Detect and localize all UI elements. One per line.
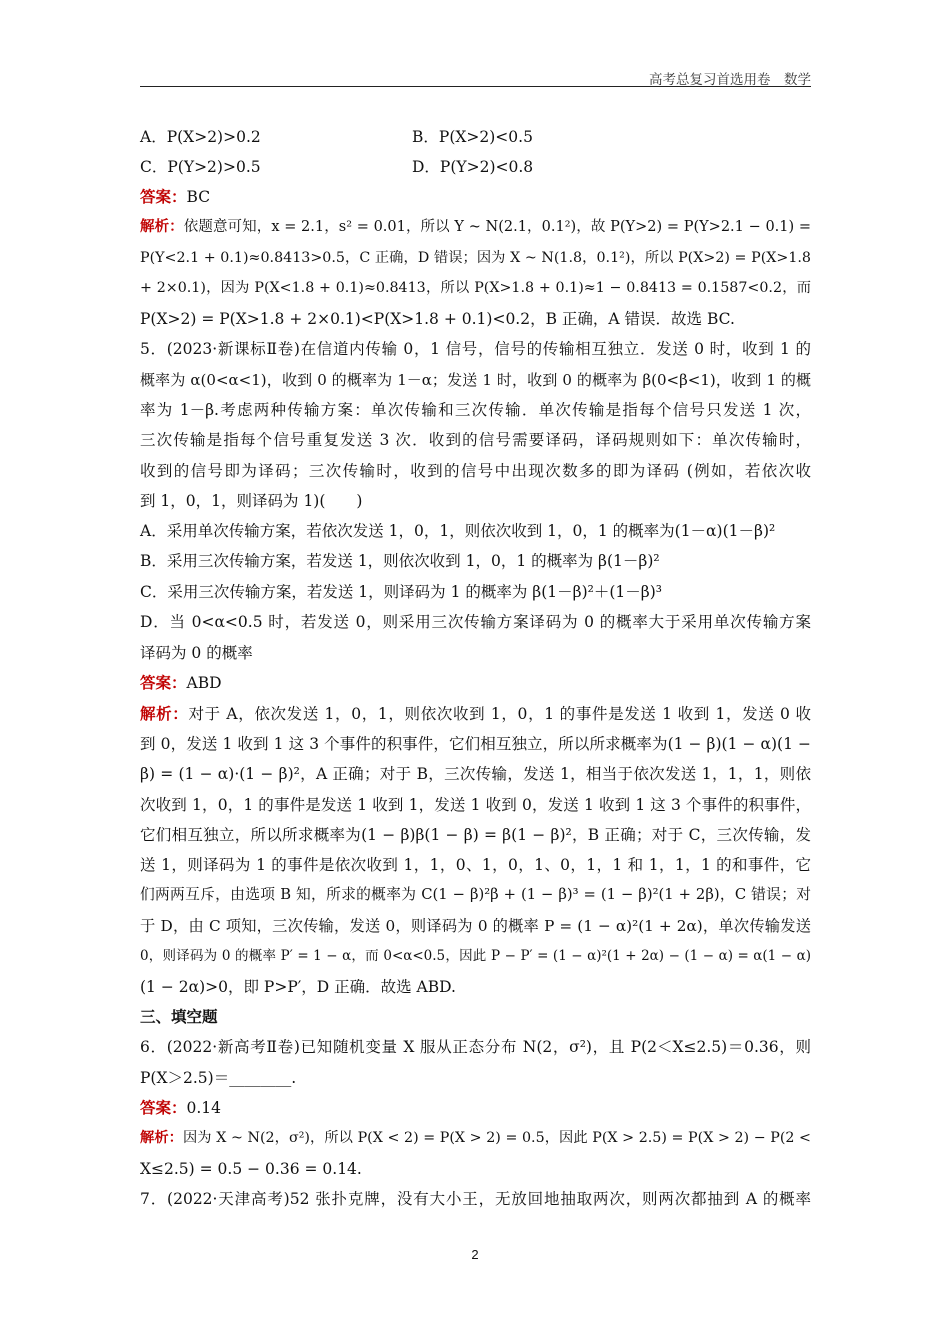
q5-analysis-line: 它们相互独立，所以所求概率为(1 − β)β(1 − β) = β(1 − β)²，B 正确；对于 C，三次传输，发 [140, 826, 811, 844]
q6-answer [140, 1098, 811, 1118]
answer-label: 答案： [140, 673, 187, 692]
q6-analysis-line: X≤2.5) = 0.5 − 0.36 = 0.14. [140, 1160, 362, 1178]
q5-analysis-line: 们两两互斥，由选项 B 知，所求的概率为 C(1 − β)²β + (1 − β)³ = (1 − β)²(1 + 2β)，C 错误；对 [140, 886, 811, 903]
analysis-label: 解析： [140, 218, 184, 235]
answer-value: BC [186, 188, 211, 206]
q5-stem-line: 收到的信号即为译码；三次传输时，收到的信号中出现次数多的即为译码 (例如，若依次收 [140, 462, 811, 480]
q5-analysis-line: 次收到 1，0，1 的事件是发送 1 收到 1，发送 1 收到 0，发送 1 收到 1 这 3 个事件的积事件， [140, 796, 811, 814]
q5-option-c: C．采用三次传输方案，若发送 1，则译码为 1 的概率为 β(1－β)²＋(1－β)³ [140, 583, 663, 601]
q5-option-d: D．当 0<α<0.5 时，若发送 0，则采用三次传输方案译码为 0 的概率大于采用单次传输方案 [140, 613, 811, 631]
q5-analysis-line: 于 D，由 C 项知，三次传输，发送 0，则译码为 0 的概率 P = (1 − α)²(1 + 2α)，单次传输发送 [140, 917, 811, 935]
q4-option-c: C．P(Y>2)>0.5 [140, 158, 261, 176]
q4-analysis-line: + 2×0.1)，因为 P(X<1.8 + 0.1)≈0.8413，所以 P(X>1.8 + 0.1)≈1 − 0.8413 = 0.1587<0.2，而 [140, 280, 811, 296]
q6-stem-line: 6．(2022·新高考Ⅱ卷)已知随机变量 X 服从正态分布 N(2，σ²)，且 P(2＜X≤2.5)＝0.36，则 [140, 1038, 811, 1056]
analysis-label: 解析： [140, 704, 189, 723]
q6-stem-line: P(X＞2.5)＝________. [140, 1069, 297, 1087]
analysis-text: 依题意可知，x = 2.1，s² = 0.01，所以 Y ~ N(2.1，0.1²)，故 P(Y>2) = P(Y>2.1 − 0.1) = [183, 219, 812, 235]
q5-option-b: B．采用三次传输方案，若发送 1，则依次收到 1，0，1 的概率为 β(1－β)² [140, 552, 660, 570]
q5-option-d-cont: 译码为 0 的概率 [140, 644, 253, 662]
q5-analysis-line: β) = (1 − α)·(1 − β)²，A 正确；对于 B，三次传输，发送 1，相当于依次发送 1，1，1，则依 [140, 765, 811, 783]
q4-option-b: B．P(X>2)<0.5 [412, 128, 533, 146]
q5-stem-line: 5．(2023·新课标Ⅱ卷)在信道内传输 0，1 信号，信号的传输相互独立．发送 0 时，收到 1 的 [140, 340, 811, 358]
answer-label: 答案： [140, 187, 187, 206]
analysis-text: 对于 A，依次发送 1，0，1，则依次收到 1，0，1 的事件是发送 1 收到 1，发送 0 收 [188, 705, 811, 723]
section-title: 三、填空题 [140, 1007, 218, 1026]
q4-option-a: A．P(X>2)>0.2 [140, 128, 261, 146]
q5-analysis-line: (1 − 2α)>0，即 P>P′，D 正确．故选 ABD. [140, 978, 456, 996]
q6-analysis-line [140, 1128, 811, 1148]
analysis-text: 因为 X ~ N(2，σ²)，所以 P(X < 2) = P(X > 2) = 0.5，因此 P(X > 2.5) = P(X > 2) − P(2 < [182, 1130, 811, 1146]
q5-stem-line: 三次传输是指每个信号重复发送 3 次．收到的信号需要译码，译码规则如下：单次传输时， [140, 431, 811, 449]
q4-analysis-line: P(Y<2.1 + 0.1)≈0.8413>0.5，C 正确，D 错误；因为 X ~ N(1.8，0.1²)，所以 P(X>2) = P(X>1.8 [140, 250, 811, 266]
q5-stem-line: 率为 1－β.考虑两种传输方案：单次传输和三次传输．单次传输是指每个信号只发送 1 次， [140, 401, 811, 419]
q5-answer [140, 673, 811, 693]
q7-stem-line: 7．(2022·天津高考)52 张扑克牌，没有大小王，无放回地抽取两次，则两次都抽到 A 的概率 [140, 1190, 811, 1208]
q4-analysis-line: P(X>2) = P(X>1.8 + 2×0.1)<P(X>1.8 + 0.1)<0.2，B 正确，A 错误．故选 BC. [140, 310, 735, 328]
analysis-label: 解析： [140, 1130, 183, 1146]
q5-option-a: A．采用单次传输方案，若依次发送 1，0，1，则依次收到 1，0，1 的概率为(1－α)(1－β)² [140, 522, 776, 540]
q4-option-d: D．P(Y>2)<0.8 [412, 158, 534, 176]
page-number: 2 [471, 1247, 479, 1262]
answer-value: ABD [186, 674, 222, 692]
q5-analysis-line: 0，则译码为 0 的概率 P′ = 1 − α，而 0<α<0.5，因此 P − P′ = (1 − α)²(1 + 2α) − (1 − α) = α(1 − α) [140, 948, 811, 964]
page-header [140, 66, 811, 87]
q5-analysis-line [140, 704, 811, 724]
q5-analysis-line: 送 1，则译码为 1 的事件是依次收到 1，1，0、1，0，1、0，1，1 和 1，1，1 的和事件，它 [140, 856, 811, 874]
q5-stem-line: 到 1，0，1，则译码为 1)( ) [140, 492, 363, 510]
answer-value: 0.14 [186, 1099, 222, 1117]
q5-analysis-line: 到 0，发送 1 收到 1 这 3 个事件的积事件，它们相互独立，所以所求概率为(1 − β)(1 − α)(1 − [140, 735, 811, 753]
q5-stem-line: 概率为 α(0<α<1)，收到 0 的概率为 1－α；发送 1 时，收到 0 的概率为 β(0<β<1)，收到 1 的概 [140, 371, 811, 389]
q4-analysis-line [140, 217, 811, 237]
q4-answer [140, 187, 811, 207]
header-title: 高考总复习首选用卷 数学 [649, 72, 811, 88]
answer-label: 答案： [140, 1098, 187, 1117]
